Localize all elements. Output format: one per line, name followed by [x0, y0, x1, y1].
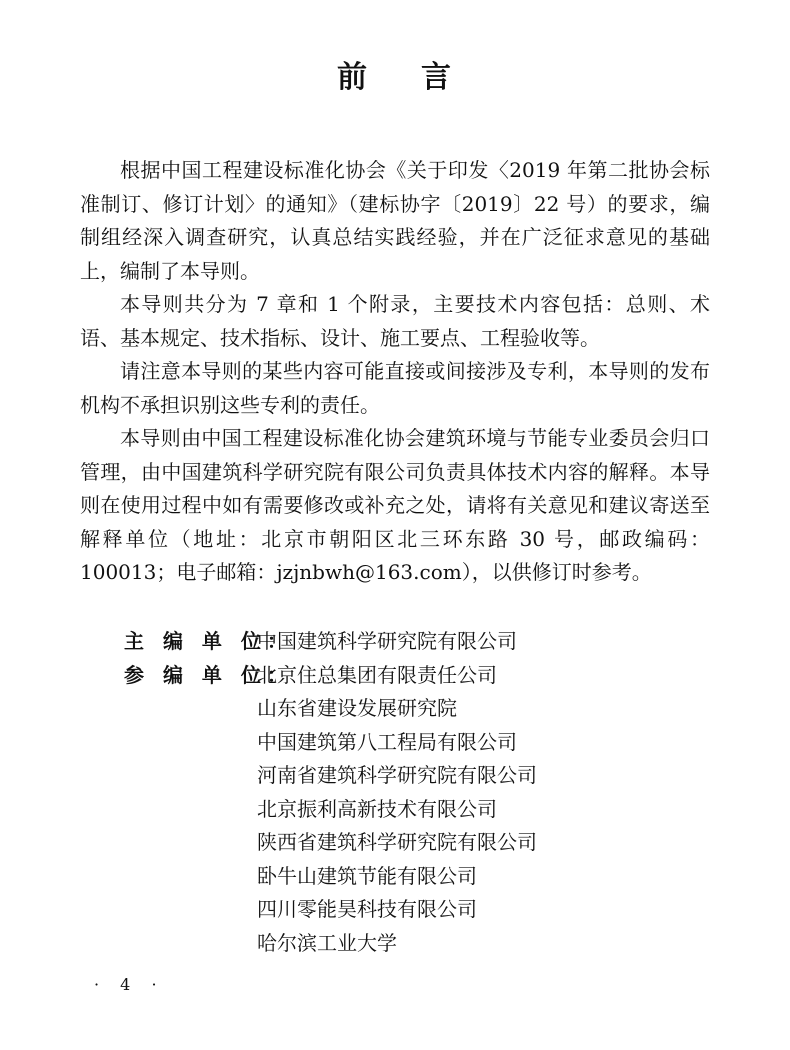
preface-body: [80, 154, 710, 590]
list-item: 哈尔滨工业大学: [257, 930, 397, 955]
paragraph-patent-notice: 请注意本导则的某些内容可能直接或间接涉及专利，本导则的发布机构不承担识别这些专利的责任。: [80, 359, 710, 417]
list-item: 四川零能昊科技有限公司: [257, 897, 477, 921]
list-item: 中国建筑第八工程局有限公司: [257, 729, 517, 754]
list-item: 北京住总集团有限责任公司: [257, 662, 497, 687]
page-title: [0, 52, 790, 96]
editing-units: [124, 625, 724, 960]
chief-unit-label: 主 编 单 位：: [124, 629, 293, 653]
participating-units-list: [257, 659, 537, 961]
paragraph-basis: 根据中国工程建设标准化协会《关于印发〈2019 年第二批协会标准制订、修订计划〉的通知》（建标协字〔2019〕22 号）的要求，编制组经深入调查研究，认真总结实践经验，并在广泛征求意见的基础上，编制了本导则。: [80, 158, 710, 283]
paragraph-contents: 本导则共分为 7 章和 1 个附录，主要技术内容包括：总则、术语、基本规定、技术指标、设计、施工要点、工程验收等。: [80, 292, 710, 350]
list-item: 山东省建设发展研究院: [257, 696, 457, 720]
list-item: 陕西省建筑科学研究院有限公司: [257, 830, 537, 854]
paragraph-management: 本导则由中国工程建设标准化协会建筑环境与节能专业委员会归口管理，由中国建筑科学研究院有限公司负责具体技术内容的解释。本导则在使用过程中如有需要修改或补充之处，请将有关意见和建议寄送至解释单位（地址：北京市朝阳区北三环东路 30 号，邮政编码：100013；电子邮箱：jzjnbwh@163.com），以供修订时参考。: [80, 426, 710, 584]
participating-units-label: 参 编 单 位：: [124, 662, 293, 687]
page-number: · 4 ·: [94, 975, 165, 994]
list-item: 河南省建筑科学研究院有限公司: [257, 763, 537, 787]
page-title-char-2: 言: [421, 60, 453, 95]
list-item: 北京振利高新技术有限公司: [257, 796, 497, 821]
list-item: 卧牛山建筑节能有限公司: [257, 863, 477, 888]
chief-unit-list: [257, 625, 517, 659]
participating-units-row: [124, 659, 724, 961]
page-title-char-1: 前: [337, 60, 369, 95]
chief-unit-name: 中国建筑科学研究院有限公司: [257, 629, 517, 653]
chief-unit-row: [124, 625, 724, 659]
